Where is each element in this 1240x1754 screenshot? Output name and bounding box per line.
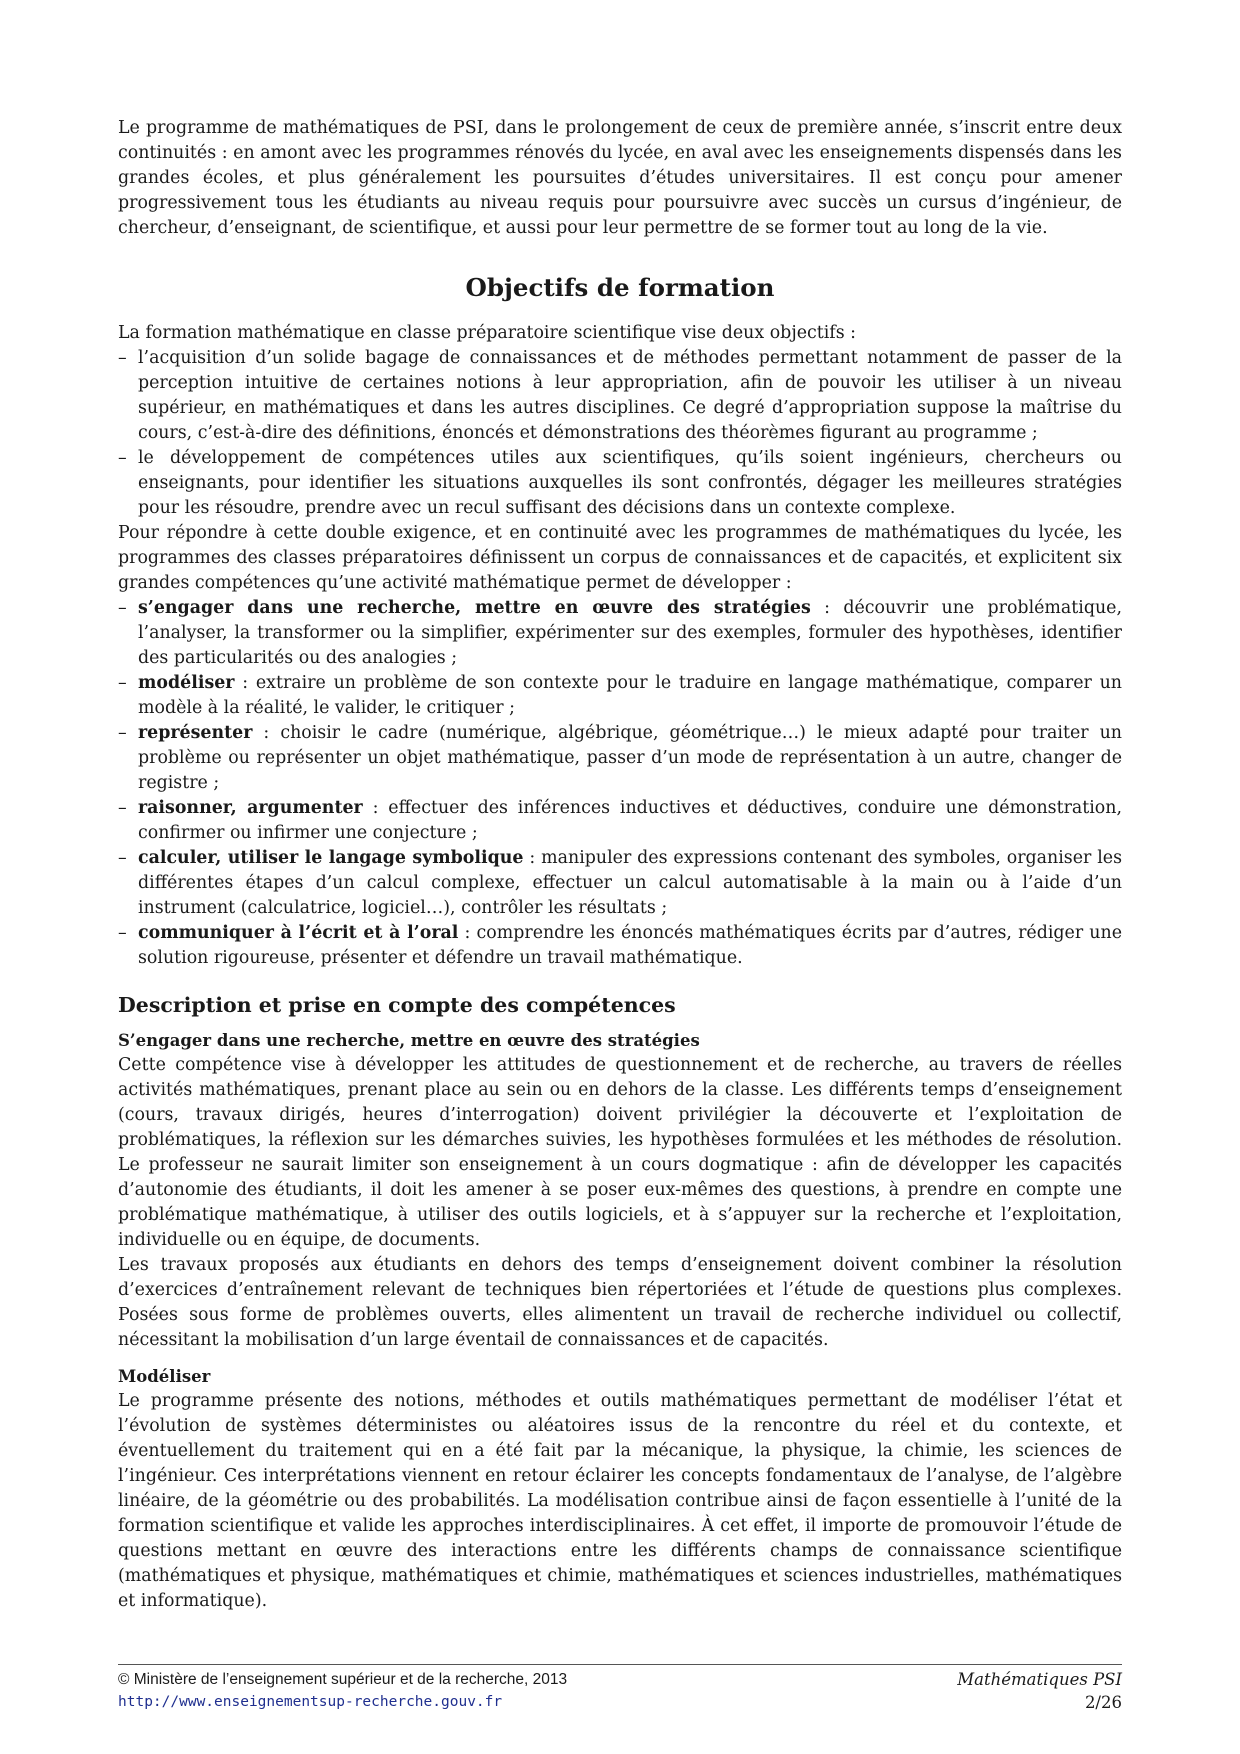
list-item	[118, 846, 1122, 921]
paragraph: Cette compétence vise à développer les attitudes de questionnement et de recherche, au travers de réelles activités mathématiques, prenant place au sein ou en dehors de la classe. Les différents temps d’enseignement (cours, travaux dirigés, heures d’interrogation) doivent privilégier la découverte et l’exploitation de problématiques, la réflexion sur les démarches suivies, les hypothèses formulées et les méthodes de résolution. Le professeur ne saurait limiter son enseignement à un cours dogmatique : afin de développer les capacités d’autonomie des étudiants, il doit les amener à se poser eux-mêmes des questions, à prendre en compte une problématique mathématique, à utiliser des outils logiciels, et à s’appuyer sur la recherche et l’exploitation, individuelle ou en équipe, de documents.	[118, 1055, 1122, 1250]
competence-desc: : comprendre les énoncés mathématiques écrits par d’autres, rédiger une solution rigoureuse, présenter et défendre un travail mathématique.	[138, 923, 1122, 968]
list-item: – le développement de compétences utiles aux scientifiques, qu’ils soient ingénieurs, chercheurs ou enseignants, pour identifier les situations auxquelles ils sont confrontés, dégager les meilleures stratégies pour les résoudre, prendre avec un recul suffisant des décisions dans un contexte complexe.	[118, 446, 1122, 521]
page-number: 2/26	[1084, 1693, 1122, 1712]
objectives-lead: La formation mathématique en classe préparatoire scientifique vise deux objectifs :	[118, 323, 857, 343]
footer-copyright: © Ministère de l’enseignement supérieur et de la recherche, 2013	[118, 1671, 568, 1688]
competence-term: communiquer à l’écrit et à l’oral	[138, 923, 459, 943]
list-item: – l’acquisition d’un solide bagage de connaissances et de méthodes permettant notamment de passer de la perception intuitive de certaines notions à leur appropriation, afin de pouvoir les utiliser à un niveau supérieur, en mathématiques et dans les autres disciplines. Ce degré d’appropriation suppose la maîtrise du cours, c’est-à-dire des définitions, énoncés et démonstrations des théorèmes figurant au programme ;	[118, 346, 1122, 446]
section-title-objectifs: Objectifs de formation	[465, 273, 775, 302]
list-item	[118, 596, 1122, 671]
footer-divider	[118, 1664, 1122, 1665]
subsection-title: Modéliser	[118, 1367, 211, 1386]
competences-list	[118, 596, 1122, 971]
subsection-title: S’engager dans une recherche, mettre en œuvre des stratégies	[118, 1031, 700, 1050]
page-footer	[118, 1668, 1122, 1714]
competence-term: raisonner, argumenter	[138, 798, 363, 818]
competence-desc: : découvrir une problématique, l’analyser, la transformer ou la simplifier, expérimenter sur des exemples, formuler des hypothèses, identifier des particularités ou des analogies ;	[138, 598, 1122, 668]
competence-desc: : choisir le cadre (numérique, algébrique, géométrique…) le mieux adapté pour traiter un problème ou représenter un objet mathématique, passer d’un mode de représentation à un autre, changer de registre ;	[138, 723, 1122, 793]
objectives-list	[118, 346, 1122, 521]
paragraph: Les travaux proposés aux étudiants en dehors des temps d’enseignement doivent combiner la résolution d’exercices d’entraînement relevant de techniques bien répertoriées et l’étude de questions plus complexes. Posées sous forme de problèmes ouverts, elles alimentent un travail de recherche individuel ou collectif, nécessitant la mobilisation d’un large éventail de connaissances et de capacités.	[118, 1255, 1122, 1350]
competence-term: représenter	[138, 723, 253, 743]
competence-term: calculer, utiliser le langage symbolique	[138, 848, 524, 868]
list-item	[118, 921, 1122, 971]
competences-intro: Pour répondre à cette double exigence, et en continuité avec les programmes de mathématiques du lycée, les programmes des classes préparatoires définissent un corpus de connaissances et de capacités, et explicitent six grandes compétences qu’une activité mathématique permet de développer :	[118, 523, 1122, 593]
list-item	[118, 796, 1122, 846]
footer-subject: Mathématiques PSI	[957, 1670, 1122, 1689]
subsection-modeliser	[118, 1365, 1122, 1614]
competence-desc: : effectuer des inférences inductives et déductives, conduire une démonstration, confirmer ou infirmer une conjecture ;	[138, 798, 1122, 843]
competence-term: s’engager dans une recherche, mettre en œuvre des stratégies	[138, 598, 811, 618]
section-title-description: Description et prise en compte des compétences	[118, 993, 676, 1017]
paragraph: Le programme présente des notions, méthodes et outils mathématiques permettant de modéliser l’état et l’évolution de systèmes déterministes ou aléatoires issus de la rencontre du réel et du contexte, et éventuellement du traitement qui en a été fait par la mécanique, la physique, la chimie, les sciences de l’ingénieur. Ces interprétations viennent en retour éclairer les concepts fondamentaux de l’analyse, de l’algèbre linéaire, de la géométrie ou des probabilités. La modélisation contribue ainsi de façon essentielle à l’unité de la formation scientifique et valide les approches interdisciplinaires. À cet effet, il importe de promouvoir l’étude de questions mettant en œuvre des interactions entre les différents champs de connaissance scientifique (mathématiques et physique, mathématiques et chimie, mathématiques et sciences industrielles, mathématiques et informatique).	[118, 1391, 1122, 1611]
footer-url-link[interactable]: http://www.enseignementsup-recherche.gouv.fr	[118, 1694, 503, 1710]
list-item	[118, 721, 1122, 796]
list-item	[118, 671, 1122, 721]
competence-term: modéliser	[138, 673, 235, 693]
competence-desc: : manipuler des expressions contenant des symboles, organiser les différentes étapes d’un calcul complexe, effectuer un calcul automatisable à la main ou à l’aide d’un instrument (calculatrice, logiciel…), contrôler les résultats ;	[138, 848, 1122, 918]
document-body	[118, 116, 1122, 1626]
intro-paragraph: Le programme de mathématiques de PSI, dans le prolongement de ceux de première année, s’inscrit entre deux continuités : en amont avec les programmes rénovés du lycée, en aval avec les enseignements dispensés dans les grandes écoles, et plus généralement les poursuites d’études universitaires. Il est conçu pour amener progressivement tous les étudiants au niveau requis pour poursuivre avec succès un cursus d’ingénieur, de chercheur, d’enseignant, de scientifique, et aussi pour leur permettre de se former tout au long de la vie.	[118, 118, 1122, 238]
competence-desc: : extraire un problème de son contexte pour le traduire en langage mathématique, comparer un modèle à la réalité, le valider, le critiquer ;	[138, 673, 1122, 718]
subsection-engager	[118, 1029, 1122, 1353]
